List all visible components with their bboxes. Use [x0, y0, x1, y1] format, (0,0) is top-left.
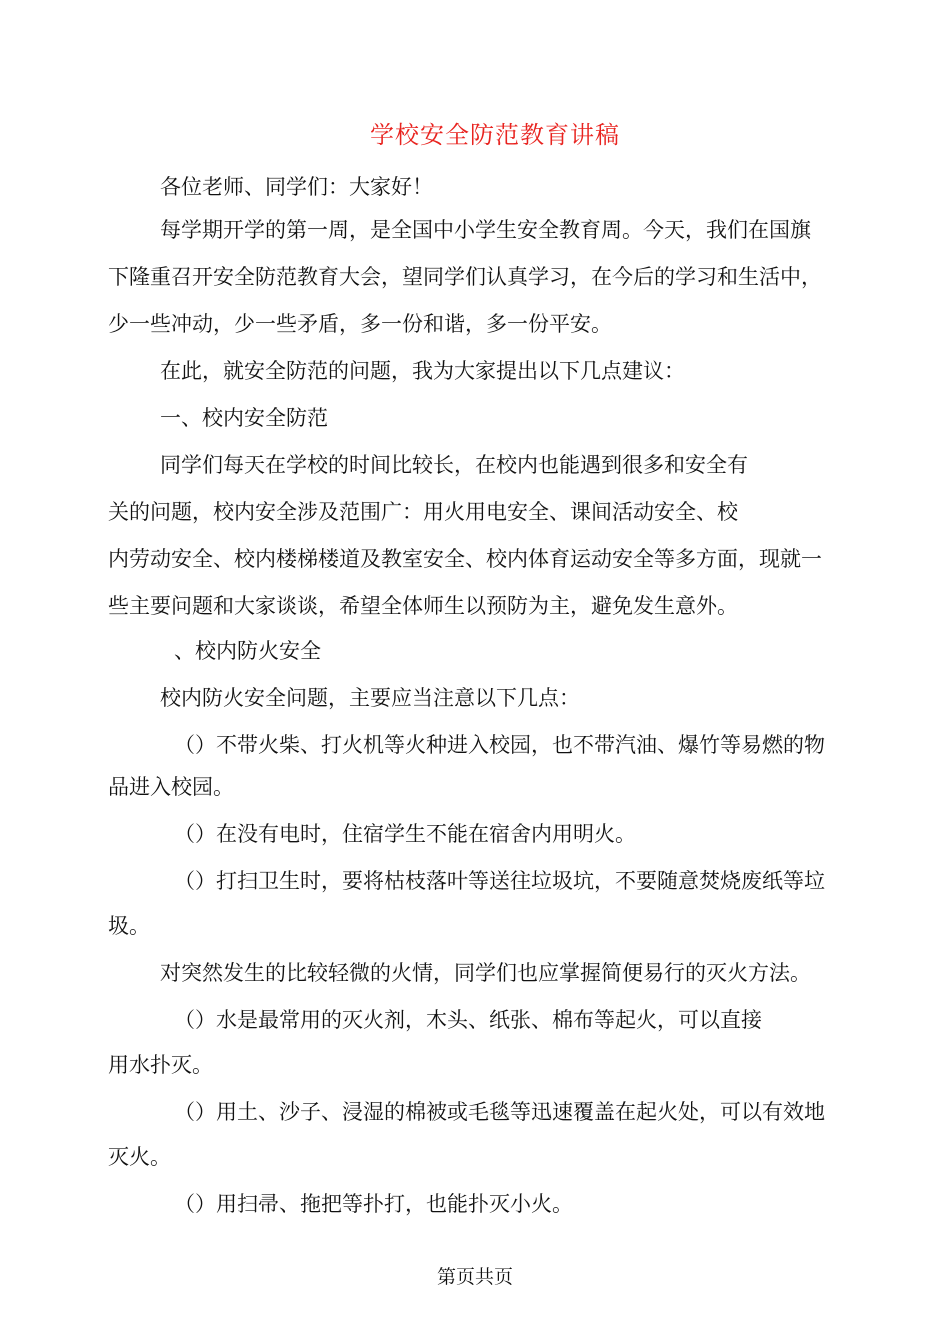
paragraph-line: 下隆重召开安全防范教育大会，望同学们认真学习，在今后的学习和生活中，	[108, 265, 822, 289]
paragraph-line: 些主要问题和大家谈谈，希望全体师生以预防为主，避免发生意外。	[108, 594, 738, 618]
list-item-continuation: 品进入校园。	[108, 775, 234, 799]
paragraph-line: 对突然发生的比较轻微的火情，同学们也应掌握简便易行的灭火方法。	[160, 961, 811, 985]
list-item-continuation: 用水扑灭。	[108, 1053, 213, 1077]
paragraph-line: 每学期开学的第一周，是全国中小学生安全教育周。今天，我们在国旗	[160, 218, 811, 242]
list-item: （）用扫帚、拖把等扑打，也能扑灭小火。	[174, 1192, 573, 1216]
paragraph-line: 同学们每天在学校的时间比较长，在校内也能遇到很多和安全有	[160, 453, 748, 477]
page-footer: 第页共页	[436, 1266, 513, 1288]
section-heading: 一、校内安全防范	[160, 406, 328, 430]
paragraph-line: 内劳动安全、校内楼梯楼道及教室安全、校内体育运动安全等多方面，现就一	[108, 547, 822, 571]
list-item: （）打扫卫生时，要将枯枝落叶等送往垃圾坑，不要随意焚烧废纸等垃	[174, 869, 825, 893]
paragraph-line: 校内防火安全问题，主要应当注意以下几点：	[160, 686, 580, 710]
list-item: （）在没有电时，住宿学生不能在宿舍内用明火。	[174, 822, 636, 846]
paragraph-line: 关的问题，校内安全涉及范围广：用火用电安全、课间活动安全、校	[108, 500, 738, 524]
greeting-line: 各位老师、同学们：大家好！	[160, 175, 433, 199]
list-item-continuation: 灭火。	[108, 1145, 171, 1169]
document-title: 学校安全防范教育讲稿	[370, 121, 620, 149]
subsection-heading: 、校内防火安全	[174, 639, 321, 663]
paragraph-line: 在此，就安全防范的问题，我为大家提出以下几点建议：	[160, 359, 685, 383]
list-item: （）水是最常用的灭火剂，木头、纸张、棉布等起火，可以直接	[174, 1008, 762, 1032]
paragraph-line: 少一些冲动，少一些矛盾，多一份和谐，多一份平安。	[108, 312, 612, 336]
list-item: （）不带火柴、打火机等火种进入校园，也不带汽油、爆竹等易燃的物	[174, 733, 825, 757]
list-item-continuation: 圾。	[108, 914, 150, 938]
list-item: （）用土、沙子、浸湿的棉被或毛毯等迅速覆盖在起火处，可以有效地	[174, 1100, 825, 1124]
